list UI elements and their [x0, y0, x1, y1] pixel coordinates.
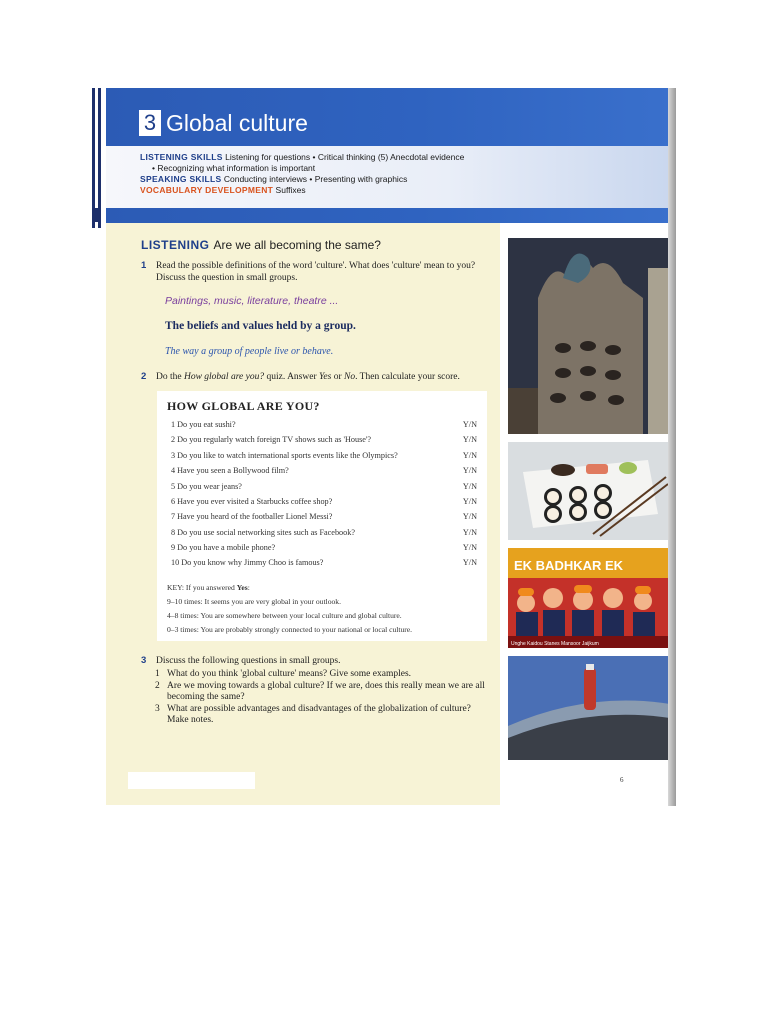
quiz-key-line: 4–8 times: You are somewhere between your local culture and global culture. — [167, 611, 402, 620]
listening-skills-text: Listening for questions • Critical thinking (5) Anecdotal evidence — [225, 152, 465, 162]
quiz-answer: Y/N — [462, 451, 477, 460]
question-3 — [141, 655, 491, 667]
listening-skills-label: LISTENING SKILLS — [140, 152, 223, 162]
quiz-question: 5 Do you wear jeans? — [171, 482, 242, 491]
item-text: Are we moving towards a global culture? If we are, does this really mean we are all becoming the same? — [167, 681, 485, 702]
section-label: LISTENING — [141, 238, 210, 252]
quiz-answer: Y/N — [462, 497, 477, 506]
quiz-row — [171, 451, 477, 461]
quiz-row — [171, 543, 477, 553]
question-3-text: Discuss the following questions in small groups. — [156, 656, 341, 666]
question-1-number: 1 — [141, 260, 147, 271]
q2-pre: Do the — [156, 372, 184, 382]
q2-no: No — [344, 372, 356, 382]
question-3-item — [155, 704, 485, 726]
unit-number: 3 — [139, 110, 161, 136]
page-edge-mark — [95, 208, 98, 222]
q2-yes: Yes — [319, 372, 332, 382]
q2-mid: quiz. Answer — [264, 372, 319, 382]
vocab-label: VOCABULARY DEVELOPMENT — [140, 185, 274, 195]
quiz-answer: Y/N — [462, 435, 477, 444]
cast-names: Unghe Kaidou Stanes Mansoor Jaijkum — [511, 641, 599, 647]
item-number: 3 — [155, 704, 160, 714]
film-title: EK BADHKAR EK — [514, 558, 624, 573]
item-text: What do you think 'global culture' means? Give some examples. — [167, 669, 412, 679]
quiz-key-intro — [167, 583, 250, 593]
page-edge-left-inner — [98, 88, 101, 228]
quiz-question: 8 Do you use social networking sites such as Facebook? — [171, 528, 355, 537]
quiz-row — [171, 420, 477, 430]
unit-title: Global culture — [166, 110, 308, 136]
q2-post: . Then calculate your score. — [355, 372, 460, 382]
key-yes: Yes — [236, 583, 248, 592]
quiz-row — [171, 435, 477, 445]
question-3-item — [155, 669, 485, 680]
question-1-text: Read the possible definitions of the word 'culture'. What does 'culture' mean to you? Discuss the question in small groups. — [156, 261, 476, 283]
bollywood-illustration — [508, 548, 670, 648]
page-shadow — [668, 88, 676, 806]
quiz-question: 7 Have you heard of the footballer Lionel Messi? — [171, 512, 333, 521]
sculpture-illustration — [508, 656, 670, 760]
question-2-number: 2 — [141, 371, 147, 382]
item-number: 1 — [155, 669, 160, 679]
speaking-skills-text: Conducting interviews • Presenting with graphics — [223, 174, 408, 184]
question-2-text — [141, 371, 491, 383]
building-illustration — [508, 238, 670, 434]
question-3-item — [155, 681, 485, 703]
blank-label — [128, 772, 255, 789]
key-intro-text: KEY: If you answered — [167, 583, 237, 592]
quiz-answer: Y/N — [462, 543, 477, 552]
q2-or: or — [331, 372, 344, 382]
vocab-text: Suffixes — [275, 185, 306, 195]
quiz-title: HOW GLOBAL ARE YOU? — [167, 399, 320, 413]
quiz-question: 3 Do you like to watch international sports events like the Olympics? — [171, 451, 398, 460]
quiz-question: 6 Have you ever visited a Starbucks coffee shop? — [171, 497, 333, 506]
quiz-question: 10 Do you know why Jimmy Choo is famous? — [171, 558, 324, 567]
page-number: 6 — [620, 776, 624, 784]
quiz-question: 2 Do you regularly watch foreign TV shows such as 'House'? — [171, 435, 372, 444]
question-3-number: 3 — [141, 655, 147, 666]
quiz-answer: Y/N — [462, 528, 477, 537]
definition-1: Paintings, music, literature, theatre ... — [165, 295, 339, 307]
quiz-box — [157, 391, 487, 641]
photo-sushi — [508, 442, 670, 540]
q2-quiz-name: How global are you? — [183, 372, 265, 382]
page-edge-left — [92, 88, 95, 228]
quiz-row — [171, 528, 477, 538]
sushi-illustration — [508, 442, 670, 540]
quiz-answer: Y/N — [462, 420, 477, 429]
quiz-row — [171, 482, 477, 492]
photo-sculpture — [508, 656, 670, 760]
quiz-answer: Y/N — [462, 466, 477, 475]
definition-2: The beliefs and values held by a group. — [165, 320, 356, 332]
photo-bollywood — [508, 548, 670, 648]
quiz-key-line: 9–10 times: It seems you are very global in your outlook. — [167, 597, 341, 606]
section-heading — [141, 238, 381, 252]
definition-3: The way a group of people live or behave. — [165, 346, 334, 357]
question-2 — [141, 371, 491, 383]
quiz-question: 4 Have you seen a Bollywood film? — [171, 466, 289, 475]
listening-skills-text-2: • Recognizing what information is important — [152, 163, 316, 173]
item-number: 2 — [155, 681, 160, 691]
quiz-answer: Y/N — [462, 512, 477, 521]
skills-summary — [140, 152, 464, 196]
quiz-row — [171, 512, 477, 522]
item-text: What are possible advantages and disadvantages of the globalization of culture? Make notes. — [167, 704, 471, 725]
quiz-answer: Y/N — [462, 558, 477, 567]
question-1 — [141, 260, 491, 284]
quiz-key-line: 0–3 times: You are probably strongly connected to your national or local culture. — [167, 625, 413, 634]
section-title: Are we all becoming the same? — [213, 238, 381, 252]
quiz-row — [171, 497, 477, 507]
key-colon: : — [247, 583, 250, 592]
photo-casa-batllo — [508, 238, 670, 434]
quiz-answer: Y/N — [462, 482, 477, 491]
speaking-skills-label: SPEAKING SKILLS — [140, 174, 222, 184]
quiz-question: 1 Do you eat sushi? — [171, 420, 236, 429]
quiz-question: 9 Do you have a mobile phone? — [171, 543, 276, 552]
quiz-row — [171, 558, 477, 568]
quiz-row — [171, 466, 477, 476]
